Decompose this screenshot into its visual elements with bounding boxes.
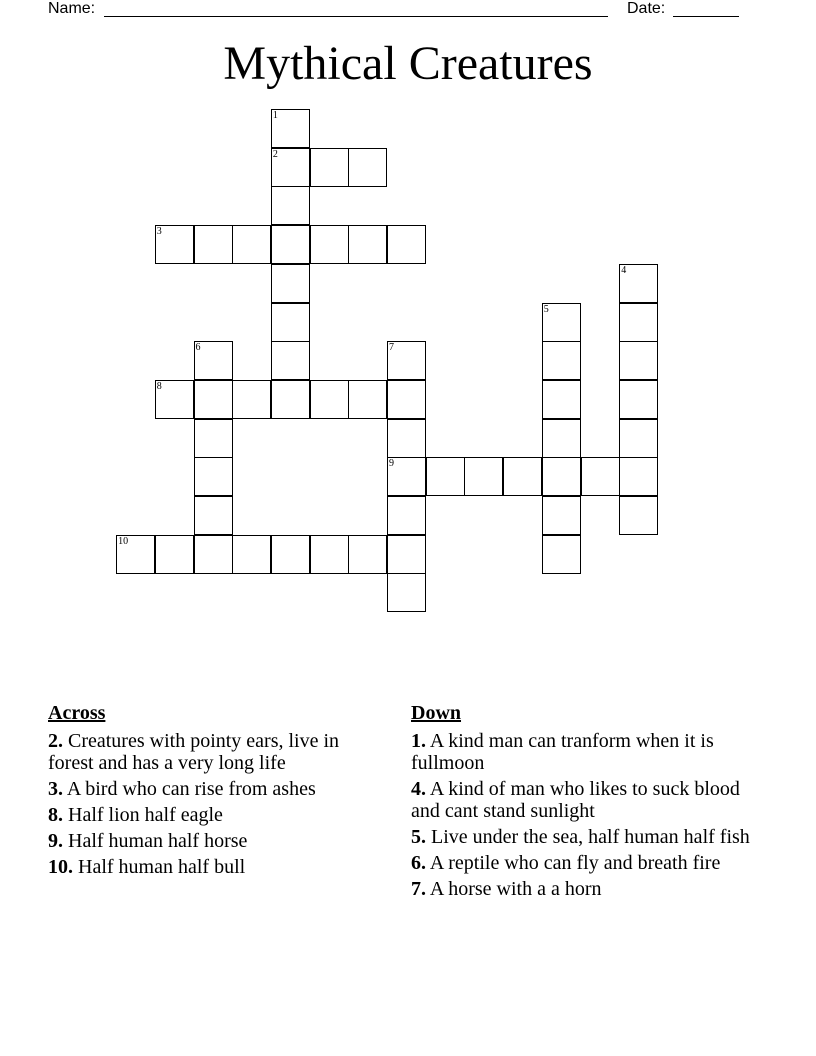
clue-number: 8. [48, 804, 63, 826]
across-clue [48, 830, 388, 852]
down-clue [411, 778, 751, 822]
clue-text: Half human half horse [63, 830, 248, 852]
clue-text: Half lion half eagle [63, 804, 223, 826]
crossword-cell[interactable] [426, 457, 465, 496]
clue-number: 10. [48, 856, 73, 878]
crossword-cell[interactable] [155, 225, 194, 264]
clue-number: 7. [411, 878, 426, 900]
cell-number: 9 [389, 458, 394, 470]
crossword-cell[interactable] [310, 380, 349, 419]
crossword-cell[interactable] [271, 264, 310, 303]
crossword-cell[interactable] [387, 380, 426, 419]
crossword-cell[interactable] [271, 148, 310, 187]
crossword-cell[interactable] [387, 457, 426, 496]
crossword-cell[interactable] [194, 419, 233, 458]
across-clue [48, 730, 388, 774]
cell-number: 5 [543, 303, 549, 315]
page-title: Mythical Creatures [223, 37, 593, 90]
crossword-cell[interactable] [194, 496, 233, 535]
cell-number: 3 [156, 226, 162, 238]
across-clue-list [48, 730, 388, 878]
crossword-cell[interactable] [542, 380, 581, 419]
crossword-cell[interactable] [271, 535, 310, 574]
across-clues [48, 702, 388, 882]
crossword-cell[interactable] [155, 380, 194, 419]
crossword-cell[interactable] [271, 380, 310, 419]
crossword-cell[interactable] [310, 148, 349, 187]
name-label: Name: [48, 0, 96, 17]
crossword-cell[interactable] [310, 225, 349, 264]
crossword-cell[interactable] [194, 341, 233, 380]
down-clue [411, 730, 751, 774]
crossword-cell[interactable] [194, 457, 233, 496]
crossword-cell[interactable] [619, 457, 658, 496]
across-clue [48, 804, 388, 826]
crossword-cell[interactable] [232, 225, 271, 264]
crossword-cell[interactable] [348, 148, 387, 187]
crossword-cell[interactable] [619, 341, 658, 380]
clue-text: Half human half bull [73, 856, 246, 878]
crossword-cell[interactable] [194, 380, 233, 419]
crossword-cell[interactable] [619, 496, 658, 535]
down-clue [411, 878, 751, 900]
cell-number: 10 [118, 535, 129, 547]
clue-text: A bird who can rise from ashes [63, 778, 316, 800]
across-heading: Across [48, 702, 106, 724]
crossword-cell[interactable] [232, 535, 271, 574]
clue-number: 3. [48, 778, 63, 800]
crossword-cell[interactable] [619, 264, 658, 303]
crossword-cell[interactable] [619, 419, 658, 458]
crossword-cell[interactable] [194, 225, 233, 264]
clue-number: 4. [411, 778, 426, 800]
crossword-cell[interactable] [542, 535, 581, 574]
crossword-cell[interactable] [232, 380, 271, 419]
clue-text: A kind of man who likes to suck blood and cant stand sunlight [411, 778, 740, 822]
clue-text: A kind man can tranform when it is fullmoon [411, 730, 714, 774]
down-clue-list [411, 730, 751, 900]
crossword-cell[interactable] [619, 303, 658, 342]
crossword-cell[interactable] [542, 341, 581, 380]
crossword-cell[interactable] [271, 341, 310, 380]
crossword-cell[interactable] [310, 535, 349, 574]
across-clue [48, 856, 388, 878]
cell-number: 8 [156, 380, 162, 392]
crossword-cell[interactable] [387, 419, 426, 458]
cell-number: 6 [195, 342, 201, 354]
crossword-cell[interactable] [503, 457, 542, 496]
crossword-cell[interactable] [116, 535, 155, 574]
clue-text: Creatures with pointy ears, live in forest and has a very long life [48, 730, 340, 774]
crossword-cell[interactable] [348, 225, 387, 264]
crossword-cell[interactable] [542, 457, 581, 496]
cell-number: 2 [272, 148, 278, 160]
down-clue [411, 852, 751, 874]
crossword-cell[interactable] [387, 535, 426, 574]
crossword-cell[interactable] [619, 380, 658, 419]
clue-number: 9. [48, 830, 63, 852]
crossword-cell[interactable] [387, 225, 426, 264]
crossword-cell[interactable] [155, 535, 194, 574]
crossword-cell[interactable] [387, 341, 426, 380]
down-clues [411, 702, 751, 904]
crossword-cell[interactable] [194, 535, 233, 574]
down-clue [411, 826, 751, 848]
clue-text: A reptile who can fly and breath fire [426, 852, 721, 874]
clue-number: 6. [411, 852, 426, 874]
across-clue [48, 778, 388, 800]
crossword-cell[interactable] [542, 419, 581, 458]
cell-number: 7 [389, 342, 394, 354]
crossword-cell[interactable] [271, 303, 310, 342]
crossword-cell[interactable] [271, 225, 310, 264]
crossword-cell[interactable] [581, 457, 620, 496]
crossword-cell[interactable] [271, 109, 310, 148]
crossword-cell[interactable] [542, 303, 581, 342]
crossword-cell[interactable] [387, 573, 426, 612]
cell-number: 1 [272, 110, 278, 121]
cell-number: 4 [621, 264, 627, 276]
clue-text: A horse with a a horn [426, 878, 602, 900]
crossword-cell[interactable] [387, 496, 426, 535]
down-heading: Down [411, 702, 462, 724]
clue-number: 5. [411, 826, 426, 848]
crossword-cell[interactable] [348, 380, 387, 419]
crossword-cell[interactable] [271, 186, 310, 225]
clue-number: 2. [48, 730, 63, 752]
crossword-cell[interactable] [348, 535, 387, 574]
crossword-cell[interactable] [542, 496, 581, 535]
clue-number: 1. [411, 730, 426, 752]
crossword-cell[interactable] [464, 457, 503, 496]
date-label: Date: [627, 0, 666, 17]
clue-text: Live under the sea, half human half fish [426, 826, 750, 848]
